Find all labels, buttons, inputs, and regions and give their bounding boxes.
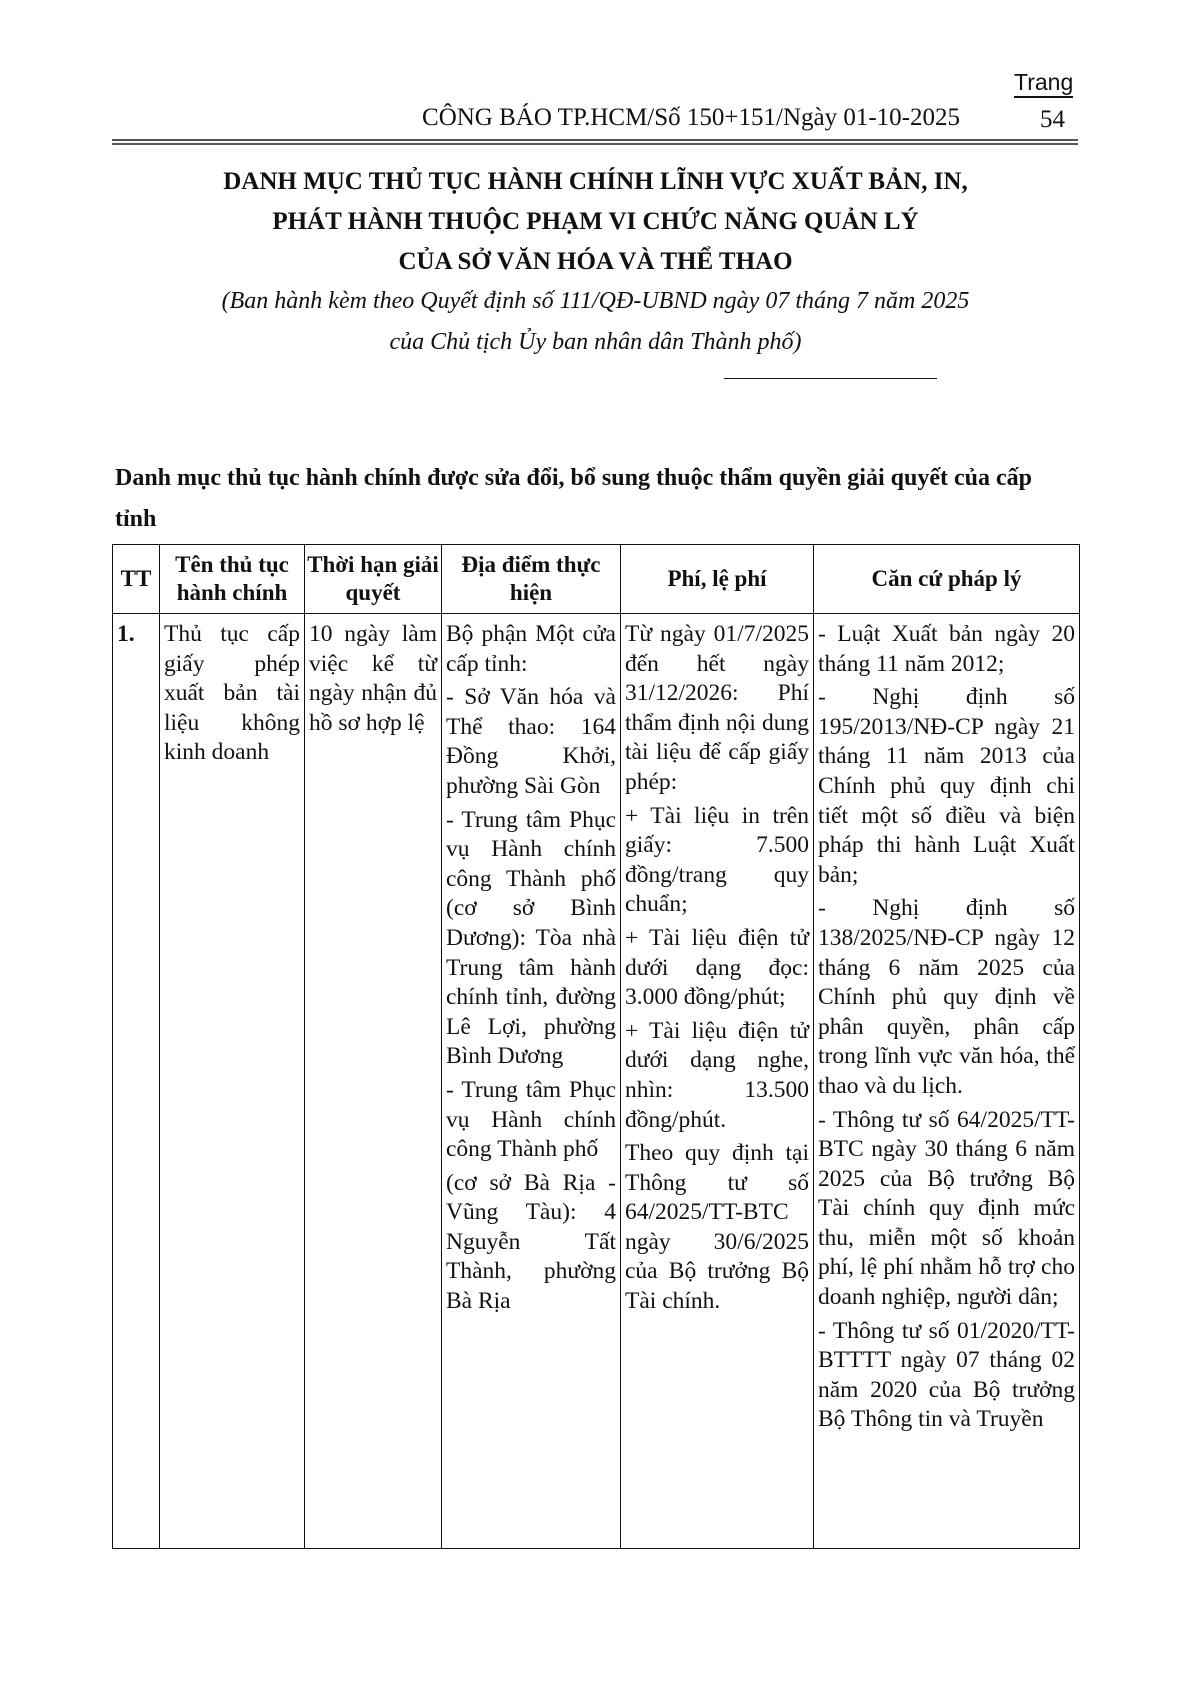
cell-duration: 10 ngày làm việc kể từ ngày nhận đủ hồ sơ hợp lệ bbox=[305, 614, 442, 1549]
page-number: 54 bbox=[1040, 106, 1065, 133]
header-legal-basis: Căn cứ pháp lý bbox=[814, 545, 1080, 614]
cell-procedure-name: Thủ tục cấp giấy phép xuất bản tài liệu không kinh doanh bbox=[160, 614, 305, 1549]
procedures-table bbox=[112, 544, 1080, 1549]
subtitle-line-1: (Ban hành kèm theo Quyết định số 111/QĐ-UBND ngày 07 tháng 7 năm 2025 bbox=[221, 288, 970, 314]
header-double-rule bbox=[112, 139, 1078, 145]
location-paragraph: (cơ sở Bà Rịa - Vũng Tàu): 4 Nguyễn Tất Thành, phường Bà Rịa bbox=[446, 1169, 616, 1315]
fee-paragraph: + Tài liệu điện tử dưới dạng nghe, nhìn: 13.500 đồng/phút. bbox=[625, 1017, 809, 1133]
cell-legal-basis bbox=[814, 614, 1080, 1549]
table-row bbox=[113, 614, 1080, 1549]
document-title-line-3: CỦA SỞ VĂN HÓA VÀ THỂ THAO bbox=[398, 248, 793, 275]
legal-paragraph: - Thông tư số 01/2020/TT-BTTTT ngày 07 tháng 02 năm 2020 của Bộ trưởng Bộ Thông tin và Truyền bbox=[818, 1317, 1075, 1433]
header-fees: Phí, lệ phí bbox=[621, 545, 814, 614]
section-heading: Danh mục thủ tục hành chính được sửa đổi, bổ sung thuộc thẩm quyền giải quyết của cấp tỉnh bbox=[115, 465, 1032, 532]
legal-paragraph: - Nghị định số 138/2025/NĐ-CP ngày 12 tháng 6 năm 2025 của Chính phủ quy định về phân quyền, phân cấp trong lĩnh vực văn hóa, thể thao và du lịch. bbox=[818, 895, 1075, 1099]
cell-fees bbox=[621, 614, 814, 1549]
gazette-header: CÔNG BÁO TP.HCM/Số 150+151/Ngày 01-10-2025 bbox=[422, 104, 960, 131]
document-title-line-1: DANH MỤC THỦ TỤC HÀNH CHÍNH LĨNH VỰC XUẤT BẢN, IN, bbox=[223, 168, 968, 195]
header-duration: Thời hạn giải quyết bbox=[305, 545, 442, 614]
legal-paragraph: - Thông tư số 64/2025/TT-BTC ngày 30 tháng 6 năm 2025 của Bộ trưởng Bộ Tài chính quy định mức thu, miễn một số khoản phí, lệ phí nhằm hỗ trợ cho doanh nghiệp, người dân; bbox=[818, 1106, 1075, 1311]
header-procedure-name: Tên thủ tục hành chính bbox=[160, 545, 305, 614]
short-divider bbox=[724, 378, 937, 379]
subtitle-line-2: của Chủ tịch Ủy ban nhân dân Thành phố) bbox=[389, 329, 802, 355]
fee-paragraph: Từ ngày 01/7/2025 đến hết ngày 31/12/2026: Phí thẩm định nội dung tài liệu để cấp giấy phép: bbox=[625, 621, 809, 795]
header-tt: TT bbox=[113, 545, 160, 614]
location-paragraph: Bộ phận Một cửa cấp tỉnh: bbox=[446, 621, 616, 677]
document-title-line-2: PHÁT HÀNH THUỘC PHẠM VI CHỨC NĂNG QUẢN LÝ bbox=[272, 208, 919, 235]
header-location: Địa điểm thực hiện bbox=[442, 545, 621, 614]
location-paragraph: - Trung tâm Phục vụ Hành chính công Thành phố (cơ sở Bình Dương): Tòa nhà Trung tâm hành chính tỉnh, đường Lê Lợi, phường Bình Dương bbox=[446, 806, 616, 1070]
legal-paragraph: - Nghị định số 195/2013/NĐ-CP ngày 21 tháng 11 năm 2013 của Chính phủ quy định chi tiết một số điều và biện pháp thi hành Luật Xuất bản; bbox=[818, 684, 1075, 888]
cell-tt: 1. bbox=[113, 614, 160, 1549]
table-header-row bbox=[113, 545, 1080, 614]
cell-location bbox=[442, 614, 621, 1549]
fee-paragraph: + Tài liệu điện tử dưới dạng đọc: 3.000 đồng/phút; bbox=[625, 924, 809, 1011]
fee-paragraph: + Tài liệu in trên giấy: 7.500 đồng/trang quy chuẩn; bbox=[625, 802, 809, 918]
page-label: Trang bbox=[1014, 68, 1073, 98]
location-paragraph: - Trung tâm Phục vụ Hành chính công Thành phố bbox=[446, 1076, 616, 1163]
fee-paragraph: Theo quy định tại Thông tư số 64/2025/TT-BTC ngày 30/6/2025 của Bộ trưởng Bộ Tài chính. bbox=[625, 1140, 809, 1315]
legal-paragraph: - Luật Xuất bản ngày 20 tháng 11 năm 2012; bbox=[818, 621, 1075, 677]
location-paragraph: - Sở Văn hóa và Thể thao: 164 Đồng Khởi, phường Sài Gòn bbox=[446, 684, 616, 799]
